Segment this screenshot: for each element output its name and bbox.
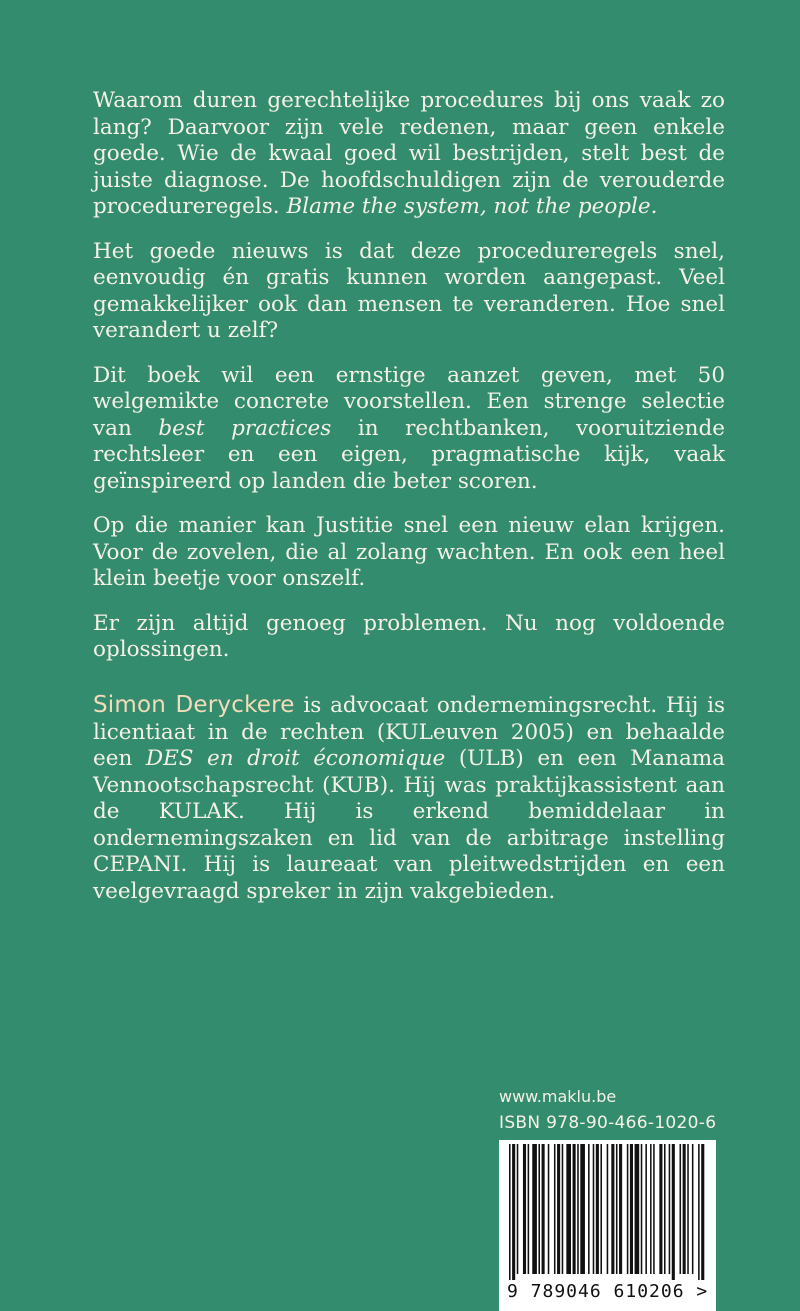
barcode-bar [653, 1144, 655, 1274]
barcode [499, 1140, 716, 1311]
barcode-bar [577, 1144, 579, 1274]
barcode-digits: 9 789046 610206 > [507, 1281, 709, 1302]
barcode-bar [687, 1144, 689, 1274]
barcode-bar [664, 1144, 666, 1274]
blurb-p3-after: in rechtbanken, vooruitziende rechtsleer en een eigen, pragmatische kijk, vaak geïnspireerd op landen die beter scoren. [93, 415, 725, 494]
barcode-bar [528, 1144, 530, 1274]
barcode-bar [680, 1144, 682, 1274]
barcode-bar [532, 1144, 537, 1274]
barcode-bar [645, 1144, 647, 1274]
barcode-bar [588, 1144, 590, 1274]
barcode-bar [600, 1144, 602, 1274]
bio-text-italic: DES en droit économique [145, 746, 446, 771]
barcode-bar [566, 1144, 571, 1274]
barcode-bar [611, 1144, 614, 1274]
author-name: Simon Deryckere [93, 692, 295, 718]
blurb-p3-before: Dit boek wil een ernstige aanzet geven, met 50 welgemikte concrete voorstellen. Een strenge selectie van [93, 362, 725, 441]
blurb-p3-italic: best practices [158, 415, 332, 441]
back-cover-blurb [93, 88, 725, 682]
blurb-paragraph-2: Het goede nieuws is dat deze procedureregels snel, eenvoudig én gratis kunnen worden aangepast. Veel gemakkelijker ook dan mensen te veranderen. Hoe snel verandert u zelf? [93, 238, 725, 343]
barcode-bar [669, 1144, 671, 1274]
barcode-bar [701, 1144, 704, 1280]
barcode-bar [616, 1144, 618, 1274]
barcode-bar [593, 1144, 595, 1274]
blurb-paragraph-4: Op die manier kan Justitie snel een nieuw elan krijgen. Voor de zovelen, die al zolang wachten. En ook een heel klein beetje voor onszelf. [93, 513, 725, 591]
barcode-bar [596, 1144, 599, 1274]
blurb-paragraph-3 [93, 363, 725, 496]
blurb-p1-text: Waarom duren gerechtelijke procedures bij ons vaak zo lang? Daarvoor zijn vele redenen, maar geen enkele goede. Wie de kwaal goed wil bestrijden, stelt best de juiste diagnose. De hoofdschuldigen zijn de verouderde procedureregels. [93, 88, 725, 219]
barcode-bar [542, 1144, 545, 1274]
barcode-bar [672, 1144, 675, 1280]
blurb-paragraph-1 [93, 88, 725, 221]
barcode-bar [509, 1144, 511, 1280]
barcode-bar [683, 1144, 686, 1274]
isbn-number: ISBN 978-90-466-1020-6 [499, 1113, 717, 1133]
barcode-bar [517, 1144, 519, 1274]
barcode-bar [573, 1144, 576, 1274]
barcode-bar [650, 1144, 652, 1274]
barcode-bar [635, 1144, 640, 1274]
bio-text-after: (ULB) en een Manama Vennootschapsrecht (KUB). Hij was praktijkassistent aan de KULAK. Hij is erkend bemiddelaar in ondernemingszaken en lid van de arbitrage instelling CEPANI. Hij is laureaat van pleitwedstrijden en een veelgevraagd spreker in zijn vakgebieden. [93, 746, 725, 904]
publisher-website: www.maklu.be [499, 1087, 617, 1106]
barcode-bar [698, 1144, 700, 1280]
barcode-bar [659, 1144, 662, 1274]
barcode-bar [548, 1144, 550, 1274]
barcode-bar [619, 1144, 622, 1274]
barcode-bar [627, 1144, 629, 1274]
author-bio [93, 692, 725, 905]
barcode-bar [641, 1144, 643, 1274]
blurb-paragraph-5: Er zijn altijd genoeg problemen. Nu nog voldoende oplossingen. [93, 610, 725, 662]
barcode-bar [630, 1144, 633, 1274]
barcode-bar [580, 1144, 585, 1274]
blurb-p1-italic: Blame the system, not the people. [286, 194, 658, 219]
barcode-bar [512, 1144, 515, 1280]
barcode-bar [607, 1144, 609, 1274]
barcode-bar [562, 1144, 564, 1274]
barcode-bar [692, 1144, 694, 1274]
barcode-bar [554, 1144, 556, 1274]
barcode-bar [538, 1144, 540, 1274]
bio-text-before: is advocaat ondernemingsrecht. Hij is licentiaat in de rechten (KULeuven 2005) en behaalde een [93, 693, 725, 771]
barcode-bar [557, 1144, 560, 1274]
barcode-bar [523, 1144, 526, 1274]
